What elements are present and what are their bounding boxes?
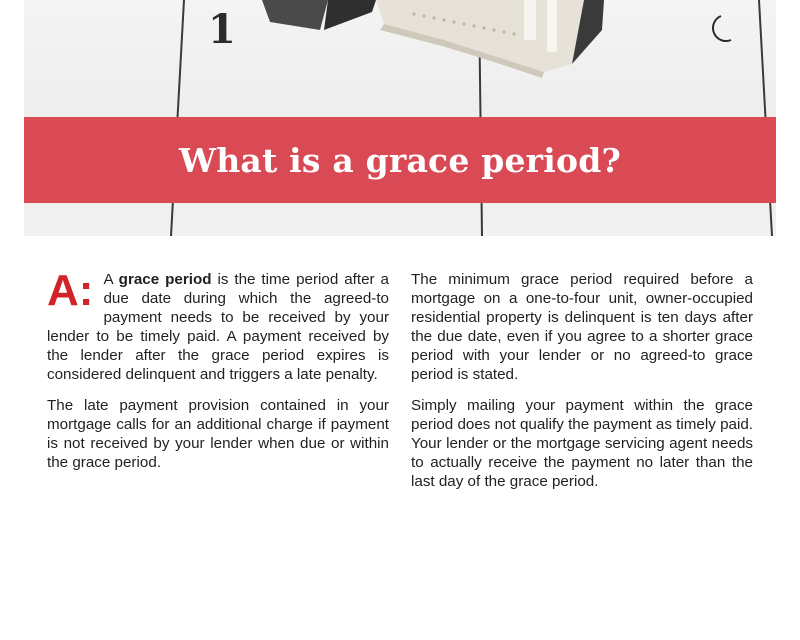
calendar-day-number: 1 [208, 6, 236, 53]
answer-text: is the time period after a due date during which the agreed-to payment needs to be received by your lender to be timely paid. A payment received by the lender after the grace period expires is considered delinquent and triggers a late penalty. [47, 271, 389, 383]
answer-intro: A [103, 271, 119, 288]
answer-paragraph-1 [47, 266, 389, 384]
grace-period-term: grace period [118, 271, 212, 288]
title-banner [24, 117, 776, 203]
minimum-grace-paragraph: The minimum grace period required before a mortgage on a one-to-four unit, owner-occupied residential property is delinquent is ten days after the due date, even if you agree to a shorter grace period with your lender or no agreed-to grace period is stated. [411, 271, 753, 383]
article-column-right [411, 270, 753, 503]
mailing-payment-paragraph: Simply mailing your payment within the grace period does not qualify the payment as timely paid. Your lender or the mortgage servicing agent needs to actually receive the payment no later than the last day of the grace period. [411, 397, 753, 490]
article-body [47, 266, 753, 503]
hero-image [24, 0, 776, 236]
late-payment-paragraph: The late payment provision contained in your mortgage calls for an additional charge if payment is not received by your lender when due or within the grace period. [47, 397, 389, 471]
answer-drop-letter: A: [47, 266, 94, 315]
article-column-left [47, 266, 389, 503]
page-title: What is a grace period? [178, 140, 622, 180]
